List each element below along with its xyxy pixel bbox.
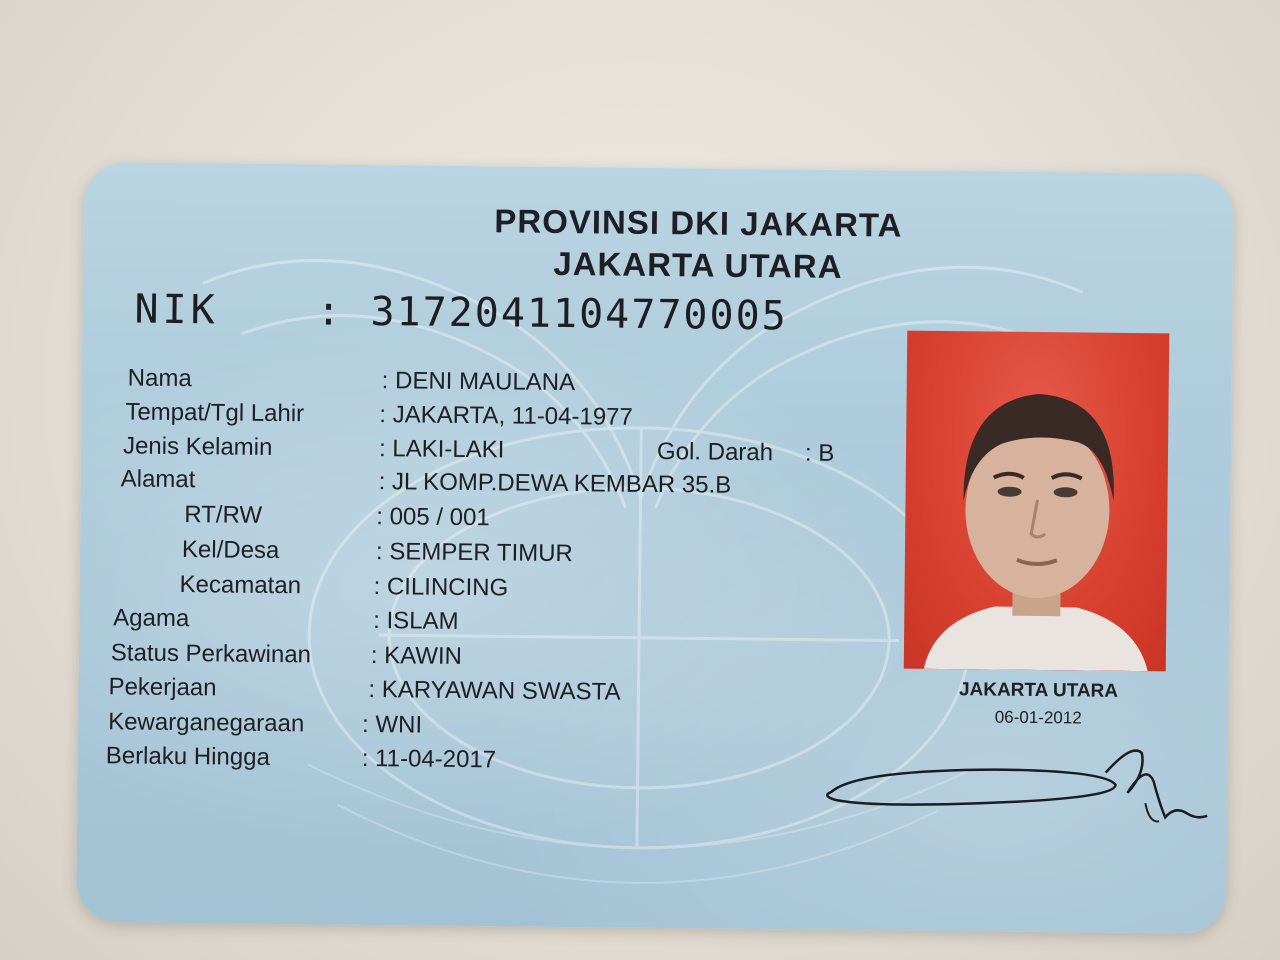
issue-date: 06-01-2012 bbox=[994, 707, 1082, 728]
field-value: : SEMPER TIMUR bbox=[375, 538, 573, 568]
id-card bbox=[76, 162, 1234, 934]
nik-value: 3172041104770005 bbox=[370, 289, 788, 340]
field-label: Tempat/Tgl Lahir bbox=[125, 398, 305, 428]
field-value: : LAKI-LAKI bbox=[378, 435, 505, 464]
field-label: Alamat bbox=[120, 465, 196, 494]
field-label: Kecamatan bbox=[179, 571, 302, 600]
province-title: PROVINSI DKI JAKARTA bbox=[494, 202, 903, 244]
field-value: : WNI bbox=[361, 710, 423, 739]
blood-type-value: : B bbox=[804, 439, 835, 467]
field-label: Pekerjaan bbox=[108, 673, 217, 702]
field-value: : CILINCING bbox=[373, 573, 509, 602]
field-label: Status Perkawinan bbox=[110, 639, 312, 669]
field-label: Kel/Desa bbox=[181, 536, 280, 565]
holder-photo bbox=[904, 331, 1170, 672]
city-title: JAKARTA UTARA bbox=[553, 244, 843, 285]
field-value: : JL KOMP.DEWA KEMBAR 35.B bbox=[378, 468, 732, 499]
field-label: Kewarganegaraan bbox=[108, 708, 305, 738]
nik-label: NIK bbox=[134, 286, 219, 334]
field-value: : KARYAWAN SWASTA bbox=[368, 676, 621, 706]
field-label: Nama bbox=[127, 364, 192, 393]
portrait-icon bbox=[904, 331, 1170, 672]
field-value: : ISLAM bbox=[373, 607, 459, 635]
field-value: : 005 / 001 bbox=[376, 503, 490, 532]
field-value: : DENI MAULANA bbox=[381, 367, 576, 397]
field-label: Jenis Kelamin bbox=[122, 432, 273, 461]
field-value: : JAKARTA, 11-04-1977 bbox=[379, 401, 633, 431]
field-value: : KAWIN bbox=[370, 642, 463, 670]
field-label: RT/RW bbox=[184, 501, 263, 529]
nik-colon: : bbox=[316, 288, 341, 335]
field-label: Agama bbox=[113, 604, 190, 633]
blood-type-label: Gol. Darah bbox=[656, 438, 774, 467]
field-label: Berlaku Hingga bbox=[105, 742, 271, 771]
issue-place: JAKARTA UTARA bbox=[958, 679, 1119, 702]
signature-icon bbox=[815, 730, 1216, 844]
field-value: : 11-04-2017 bbox=[361, 744, 497, 774]
